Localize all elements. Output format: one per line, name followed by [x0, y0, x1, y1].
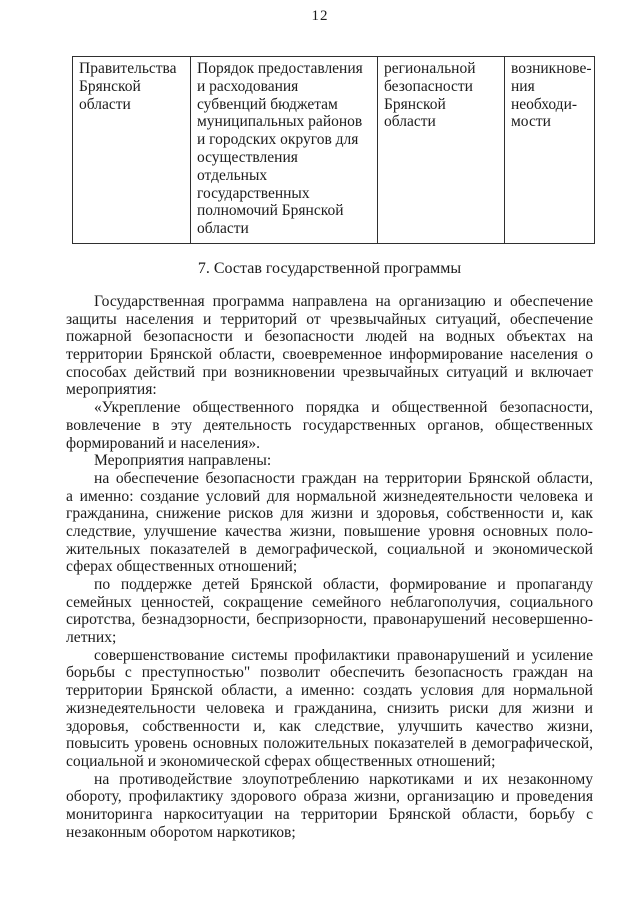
text-line: а именно: создание условий для нормальной жизнедеятельности человека и: [66, 487, 593, 505]
text-line: Государственная программа направлена на организацию и обеспечение: [94, 293, 593, 310]
table-row: [73, 57, 595, 244]
page-number: 12: [311, 8, 329, 24]
table-cell-responsible-body: Правительства Брянской области: [73, 57, 191, 244]
text-line: жизнедеятельности человека и гражданина, снизить риски для жизни и: [66, 699, 593, 717]
paragraph-2: [66, 399, 593, 452]
paragraph-7: [66, 771, 593, 842]
text-line: мероприятия:: [66, 381, 157, 399]
paragraph-3: [66, 452, 593, 470]
text-line: способах действий при возникновении чрезвычайных ситуаций и включает: [66, 363, 593, 381]
text-line: по поддержке детей Брянской области, формирование и пропаганду: [94, 576, 593, 593]
text-line: обороту, профилактику здорового образа жизни, организацию и проведения: [66, 788, 593, 806]
table-cell-regional-security: региональной безопасности Брянской области: [378, 57, 505, 244]
text-line: территории Брянской области, своевременное информирование населения о: [66, 346, 593, 364]
text-line: «Укрепление общественного порядка и общественной безопасности,: [94, 399, 593, 417]
paragraph-5: [66, 576, 593, 647]
paragraph-1: [66, 293, 593, 399]
text-line: повысить уровень основных положительных показателей в демографической,: [66, 735, 593, 753]
paragraph-4: [66, 470, 593, 576]
text-line: защиты населения и территорий от чрезвычайных ситуаций, обеспечение: [66, 310, 593, 328]
text-line: пожарной безопасности и безопасности людей на водных объектах на: [66, 328, 593, 346]
text-line: мониторинга наркоситуации на территории Брянской области, борьбу с: [66, 805, 593, 823]
text-line: вовлечение в эту деятельность государственных органов, общественных: [66, 416, 593, 434]
paragraph-6: [66, 647, 593, 771]
text-line: борьбы с преступностью" позволит обеспечить безопасность граждан на: [66, 664, 593, 682]
text-line: сиротства, безнадзорности, беспризорности, правонарушений несовершенно-: [66, 611, 593, 629]
text-line: территории Брянской области, а именно: создать условия для нормальной: [66, 682, 593, 700]
text-line: здоровья, собственности и, как следствие, улучшить качество жизни,: [66, 717, 593, 735]
text-line: Мероприятия направлены:: [94, 452, 272, 470]
text-line: семейных ценностей, сокращение семейного неблагополучия, социального: [66, 593, 593, 611]
text-line: незаконным оборотом наркотиков;: [66, 823, 296, 841]
table-cell-necessity: возникнове- ния необходи- мости: [505, 57, 595, 244]
text-line: на противодействие злоупотреблению наркотиками и их незаконному: [94, 770, 593, 788]
text-line: совершенствование системы профилактики правонарушений и усиление: [94, 646, 593, 664]
text-line: следствие, улучшение качества жизни, повышение уровня основных поло-: [66, 522, 593, 540]
table-cell-order-description: Порядок предоставления и расходования субвенций бюджетам муниципальных районов и городских округов для осуществления отдельных государственных полномочий Брянской области: [191, 57, 378, 244]
text-line: социальной и экономической сферах общественных отношений;: [66, 752, 496, 770]
text-line: на обеспечение безопасности граждан на территории Брянской области,: [94, 469, 593, 487]
section-heading: 7. Состав государственной программы: [197, 260, 462, 277]
text-line: жительных показателей в демографической, социальной и экономической: [66, 540, 593, 558]
text-line: сферах общественных отношений;: [66, 558, 298, 576]
text-line: формирований и населения».: [66, 434, 261, 452]
body-text: [66, 293, 593, 841]
document-table: [72, 56, 595, 244]
text-line: гражданина, снижение рисков для жизни и здоровья, собственности и, как: [66, 505, 593, 523]
text-line: летних;: [66, 629, 117, 647]
